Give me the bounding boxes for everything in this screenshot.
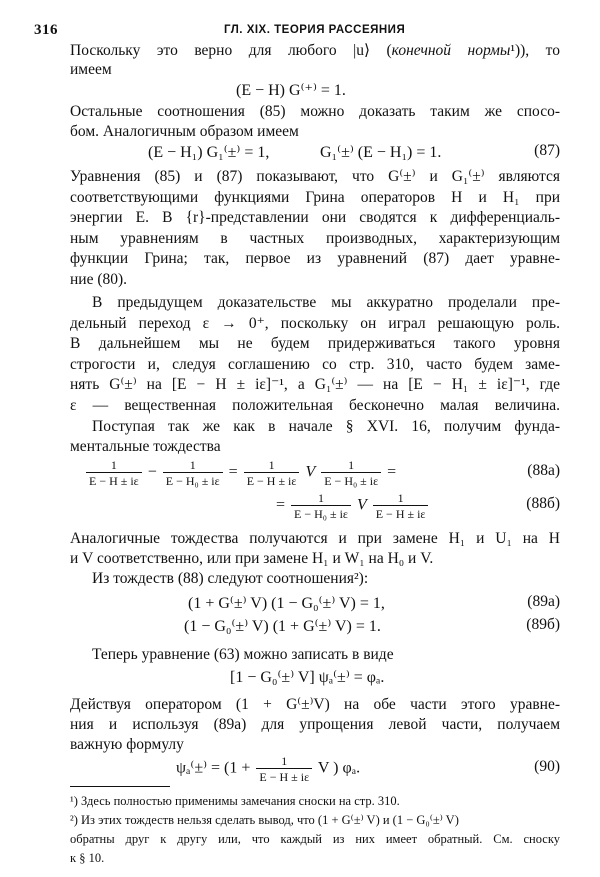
text-line: Теперь уравнение (63) можно записать в виде [92, 646, 394, 663]
formula-88b: = $\frac{1}{\text{E − H₀ ± iε}}$ V $\frac{1}{E - H \pm i\varepsilon}$ [276, 491, 430, 521]
text-line: бом. Аналогичным образом имеем [70, 123, 299, 140]
text-line: дельный переход ε → 0⁺, поскольку он играл решающую роль. [70, 314, 560, 332]
text-line: ние (80). [70, 270, 128, 288]
text-line: ментальные тождества [70, 438, 221, 455]
footnote-2-cont: обратны друг к другу или, что каждый из них имеет обратный. См. сноску [70, 832, 560, 846]
formula-89b: (1 − G₀⁽±⁾ V) (1 + G⁽±⁾ V) = 1. [184, 618, 381, 635]
fraction: $\frac{1}{\text{E − H₀ ± iε}}$ [291, 491, 351, 521]
footnote-2: ²) Из этих тождеств нельзя сделать вывод, что (1 + G⁽±⁾ V) и (1 − G₀⁽±⁾ V) [70, 813, 459, 827]
formula-63: [1 − G₀⁽±⁾ V] ψₐ⁽±⁾ = φₐ. [230, 669, 385, 686]
text-line: энергии E. В {r}-представлении они сводятся к дифференциаль- [70, 209, 560, 226]
fraction: $\frac{1}{\text{E − H₀ ± iε}}$ [163, 458, 223, 488]
fraction: $\frac{1}{E - H \pm i\varepsilon}$ [244, 458, 300, 488]
chapter-title: ГЛ. XIX. ТЕОРИЯ РАССЕЯНИЯ [224, 24, 406, 36]
text-line: Действуя оператором (1 + G⁽±⁾V) на обе части этого уравне- [70, 696, 560, 713]
formula-inverse: (E − H) G⁽⁺⁾ = 1. [236, 82, 346, 99]
text-line: Из тождеств (88) следуют соотношения²): [92, 570, 369, 587]
text-line: В предыдущем доказательстве мы аккуратно проделали пре- [92, 294, 560, 311]
equation-number-88b: (88б) [526, 495, 560, 512]
page-number: 316 [34, 22, 58, 38]
text-line: Аналогичные тождества получаются и при замене H₁ и U₁ на H [70, 530, 560, 547]
text-line: важную формулу [70, 736, 184, 753]
fraction: $\frac{1}{E - H \pm i\varepsilon}$ [86, 458, 142, 488]
equation-number-90: (90) [534, 758, 560, 775]
text-line: ния и используя (89а) для упрощения левой части, получаем [70, 716, 560, 733]
fraction: $\frac{1}{\text{E − H₀ ± iε}}$ [321, 458, 381, 488]
formula-90: ψₐ⁽±⁾ = (1 + $\frac{1}{E - H \pm i\varepsilon}$ V ) φₐ. [176, 754, 361, 784]
footnote-1: ¹) Здесь полностью применимы замечания сноски на стр. 310. [70, 794, 400, 808]
text-line: и V соответственно, или при замене H₁ и W₁ на H₀ и V. [70, 550, 434, 567]
formula-87-right: G₁⁽±⁾ (E − H₁) = 1. [320, 144, 442, 161]
text-line: Поступая так же как в начале § XVI. 16, получим фунда- [92, 418, 560, 435]
text-line: функции Грина; так, первое из уравнений (87) дает уравне- [70, 250, 560, 267]
formula-87-left: (E − H₁) G₁⁽±⁾ = 1, [148, 144, 270, 161]
footnote-divider [70, 786, 170, 787]
equation-number-89a: (89a) [527, 593, 560, 610]
footnote-2-cont: к § 10. [70, 851, 105, 865]
formula-89a: (1 + G⁽±⁾ V) (1 − G₀⁽±⁾ V) = 1, [188, 595, 385, 612]
text-line: соответствующими функциями Грина операторов H и H₁ при [70, 188, 560, 206]
text-line: имеем [70, 61, 112, 78]
text-line: В дальнейшем мы не будем придерживаться такого уровня [70, 335, 560, 352]
text-line: Поскольку это верно для любого |u⟩ (конечной нормы¹)), то [70, 42, 560, 59]
text-line: Остальные соотношения (85) можно доказать таким же спосо- [70, 103, 560, 120]
text-line: ε — вещественная положительная бесконечно малая величина. [70, 396, 560, 414]
fraction: $\frac{1}{E - H \pm i\varepsilon}$ [373, 491, 429, 521]
text-line: строгости и, следуя соглашению со стр. 310, часто будем заме- [70, 355, 560, 373]
text-line: ным уравнениям в частных производных, характеризующим [70, 229, 560, 247]
formula-88a: $\frac{1}{E - H \pm i\varepsilon}$ − $\frac{1}{\text{E − H₀ ± iε}}$ = $\frac{1}{E - H \pm i\varepsilon}$ V $\frac{1}{\text{E − H₀ ± iε}}$ = [84, 458, 396, 488]
equation-number-89b: (89б) [526, 616, 560, 633]
text-line: нять G⁽±⁾ на [E − H ± iε]⁻¹, а G₁⁽±⁾ — на [E − H₁ ± iε]⁻¹, где [70, 376, 560, 393]
text-line: Уравнения (85) и (87) показывают, что G⁽±⁾ и G₁⁽±⁾ являются [70, 168, 560, 185]
equation-number-88a: (88a) [527, 462, 560, 479]
equation-number-87: (87) [534, 142, 560, 159]
